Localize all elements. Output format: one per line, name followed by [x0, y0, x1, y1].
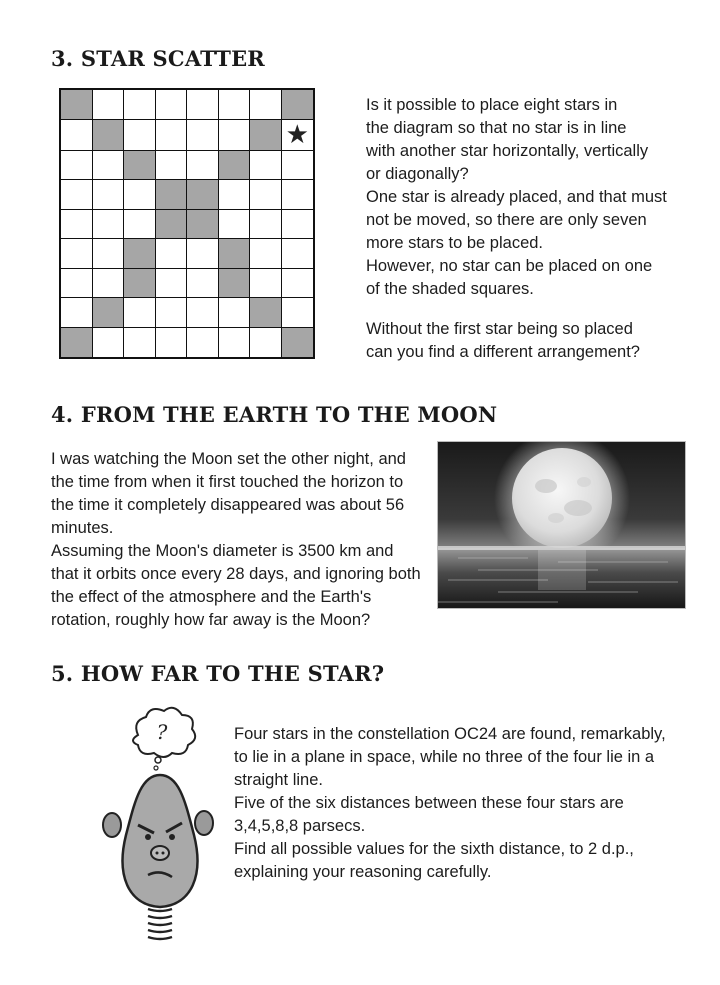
grid-cell	[250, 210, 282, 240]
grid-cell	[250, 328, 282, 358]
grid-cell	[219, 120, 251, 151]
moon-over-sea-illustration	[438, 442, 686, 609]
section5-question-text	[234, 723, 704, 884]
grid-cell	[61, 298, 93, 328]
grid-cell	[156, 239, 188, 269]
grid-cell	[187, 151, 219, 181]
text-line: the time it completely disappeared was about 56	[51, 496, 405, 514]
grid-cell	[156, 269, 188, 299]
grid-cell	[219, 210, 251, 240]
grid-cell	[156, 298, 188, 328]
section4-question-text	[51, 448, 431, 632]
grid-cell	[219, 180, 251, 210]
grid-cell	[156, 328, 188, 358]
grid-cell	[250, 90, 282, 120]
grid-cell	[250, 151, 282, 181]
text-line: with another star horizontally, vertically	[366, 142, 649, 160]
text-line: Five of the six distances between these four stars are	[234, 794, 624, 812]
text-line: not be moved, so there are only seven	[366, 211, 647, 229]
grid-cell	[187, 298, 219, 328]
section4-heading: 4. FROM THE EARTH TO THE MOON	[51, 402, 498, 427]
text-line: of the shaded squares.	[366, 280, 534, 298]
grid-cell	[156, 120, 188, 151]
grid-cell	[93, 210, 125, 240]
grid-cell	[93, 328, 125, 358]
grid-cell-shaded	[156, 180, 188, 210]
grid-cell	[93, 151, 125, 181]
grid-cell	[124, 328, 156, 358]
grid-cell	[93, 269, 125, 299]
grid-cell	[124, 90, 156, 120]
grid-cell-shaded	[282, 328, 314, 358]
text-line: However, no star can be placed on one	[366, 257, 653, 275]
text-line: One star is already placed, and that must	[366, 188, 667, 206]
grid-cell	[282, 269, 314, 299]
section3-followup-text	[366, 318, 696, 364]
text-line: more stars to be placed.	[366, 234, 544, 252]
grid-cell	[187, 239, 219, 269]
grid-cell-shaded	[250, 120, 282, 151]
grid-cell	[187, 328, 219, 358]
grid-cell	[187, 120, 219, 151]
grid-cell	[219, 90, 251, 120]
grid-cell	[187, 90, 219, 120]
grid-cell-shaded	[250, 298, 282, 328]
text-line: or diagonally?	[366, 165, 469, 183]
grid-cell	[282, 180, 314, 210]
moonset-photo	[437, 441, 686, 609]
text-line: that it orbits once every 28 days, and ignoring both	[51, 565, 421, 583]
grid-cell-shaded	[187, 180, 219, 210]
grid-cell	[93, 90, 125, 120]
grid-cell-shaded	[219, 269, 251, 299]
grid-cell	[61, 151, 93, 181]
grid-cell	[156, 90, 188, 120]
text-line: minutes.	[51, 519, 114, 537]
grid-cell-shaded	[156, 210, 188, 240]
text-line: to lie in a plane in space, while no three of the four lie in a	[234, 748, 655, 766]
grid-cell-shaded	[124, 269, 156, 299]
grid-cell	[61, 180, 93, 210]
text-line: Is it possible to place eight stars in	[366, 96, 618, 114]
grid-cell	[61, 269, 93, 299]
grid-cell	[93, 239, 125, 269]
grid-cell-shaded	[93, 298, 125, 328]
section5-heading: 5. HOW FAR TO THE STAR?	[51, 661, 385, 686]
grid-cell	[282, 239, 314, 269]
grid-cell	[282, 151, 314, 181]
grid-cell	[156, 151, 188, 181]
grid-cell	[282, 210, 314, 240]
grid-cell-shaded	[124, 151, 156, 181]
grid-cell-shaded	[93, 120, 125, 151]
section3-question-text	[366, 94, 696, 301]
grid-cell	[93, 180, 125, 210]
text-line: Four stars in the constellation OC24 are found, remarkably,	[234, 725, 666, 743]
text-line: the time from when it first touched the horizon to	[51, 473, 404, 491]
text-line: the effect of the atmosphere and the Earth's	[51, 588, 372, 606]
question-mark-glyph: ?	[156, 720, 168, 744]
grid-cell	[219, 298, 251, 328]
star-icon: ★	[285, 119, 309, 150]
text-line: Assuming the Moon's diameter is 3500 km and	[51, 542, 394, 560]
text-line: explaining your reasoning carefully.	[234, 863, 492, 881]
grid-cell	[124, 210, 156, 240]
grid-cell-shaded	[61, 90, 93, 120]
grid-cell	[61, 120, 93, 151]
text-line: the diagram so that no star is in line	[366, 119, 627, 137]
grid-cell	[282, 298, 314, 328]
grid-cell	[250, 239, 282, 269]
text-line: rotation, roughly how far away is the Moon?	[51, 611, 371, 629]
grid-cell-shaded	[282, 90, 314, 120]
grid-cell	[61, 239, 93, 269]
grid-cell	[250, 180, 282, 210]
text-line: Without the first star being so placed	[366, 320, 633, 338]
grid-cell	[124, 298, 156, 328]
star-scatter-grid	[59, 88, 315, 359]
text-line: can you find a different arrangement?	[366, 343, 640, 361]
grid-cell	[61, 210, 93, 240]
section3-heading: 3. STAR SCATTER	[51, 46, 265, 71]
grid-cell-shaded	[187, 210, 219, 240]
grid-cell	[219, 328, 251, 358]
text-line: Find all possible values for the sixth distance, to 2 d.p.,	[234, 840, 634, 858]
grid-cell-shaded	[219, 239, 251, 269]
text-line: straight line.	[234, 771, 323, 789]
grid-cell	[282, 120, 314, 151]
grid-cell-shaded	[124, 239, 156, 269]
text-line: I was watching the Moon set the other night, and	[51, 450, 406, 468]
grid-cell	[187, 269, 219, 299]
thinking-character-illustration	[100, 705, 220, 945]
grid-cell	[124, 120, 156, 151]
grid-cell-shaded	[61, 328, 93, 358]
text-line: 3,4,5,8,8 parsecs.	[234, 817, 366, 835]
grid-cell-shaded	[219, 151, 251, 181]
grid-cell	[124, 180, 156, 210]
grid-cell	[250, 269, 282, 299]
